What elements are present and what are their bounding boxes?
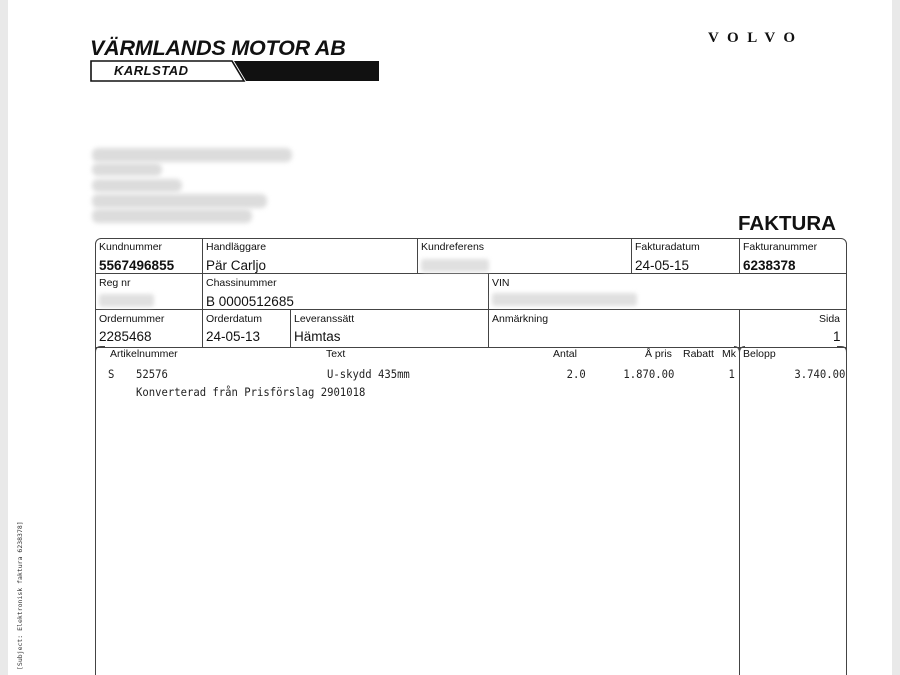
vin-label: VIN — [492, 277, 510, 289]
col-text: Text — [326, 348, 346, 360]
handlaggare-label: Handläggare — [206, 241, 267, 253]
item-text: U-skydd 435mm — [327, 367, 410, 381]
orderdatum-label: Orderdatum — [206, 313, 263, 325]
handlaggare-value: Pär Carljo — [206, 258, 267, 273]
left-margin — [0, 0, 8, 675]
anmarkning-label: Anmärkning — [492, 313, 549, 325]
item-mk: 1 — [728, 367, 735, 381]
col-belopp: Belopp — [743, 348, 776, 360]
right-margin — [892, 0, 900, 675]
col-mk: Mk — [722, 348, 736, 360]
fakturadatum-label: Fakturadatum — [635, 241, 700, 253]
brand-logo: VOLVO — [708, 30, 804, 46]
kundreferens-label: Kundreferens — [421, 241, 485, 253]
item-qty: 2.0 — [566, 367, 586, 381]
col-a-pris: Å pris — [645, 348, 672, 360]
leveranssatt-label: Leveranssätt — [294, 313, 355, 325]
leveranssatt-value: Hämtas — [294, 329, 341, 344]
item-unit-price: 1.870.00 — [623, 367, 674, 381]
col-artikelnummer: Artikelnummer — [110, 348, 178, 360]
items-corner-left — [95, 346, 105, 356]
chassinummer-value: B 0000512685 — [206, 294, 294, 309]
ordernummer-value: 2285468 — [99, 329, 152, 344]
item-amount: 3.740.00 — [794, 367, 845, 381]
side-subject: [Subject: Elektronisk faktura 6238378] — [16, 521, 24, 670]
items-corner-right — [837, 346, 847, 356]
ordernummer-label: Ordernummer — [99, 313, 165, 325]
sida-label: Sida — [819, 313, 841, 325]
item-note: Konverterad från Prisförslag 2901018 — [136, 385, 366, 399]
company-name: VÄRMLANDS MOTOR AB — [90, 36, 346, 60]
col-antal: Antal — [553, 348, 577, 360]
fakturanummer-label: Fakturanummer — [743, 241, 818, 253]
item-type: S — [108, 367, 115, 381]
col-rabatt: Rabatt — [683, 348, 714, 360]
item-article: 52576 — [136, 367, 168, 381]
fakturadatum-value: 24-05-15 — [635, 258, 690, 273]
document-title: FAKTURA — [738, 212, 836, 235]
sida-value: 1 — [833, 329, 841, 344]
reg-nr-redacted — [99, 294, 154, 307]
company-city: KARLSTAD — [114, 63, 189, 78]
kundnummer-label: Kundnummer — [99, 241, 163, 253]
chassinummer-label: Chassinummer — [206, 277, 277, 289]
kundnummer-value: 5567496855 — [99, 258, 175, 273]
kundreferens-redacted — [421, 259, 489, 272]
fakturanummer-value: 6238378 — [743, 258, 796, 273]
vin-redacted — [492, 293, 637, 306]
reg-nr-label: Reg nr — [99, 277, 131, 289]
orderdatum-value: 24-05-13 — [206, 329, 261, 344]
